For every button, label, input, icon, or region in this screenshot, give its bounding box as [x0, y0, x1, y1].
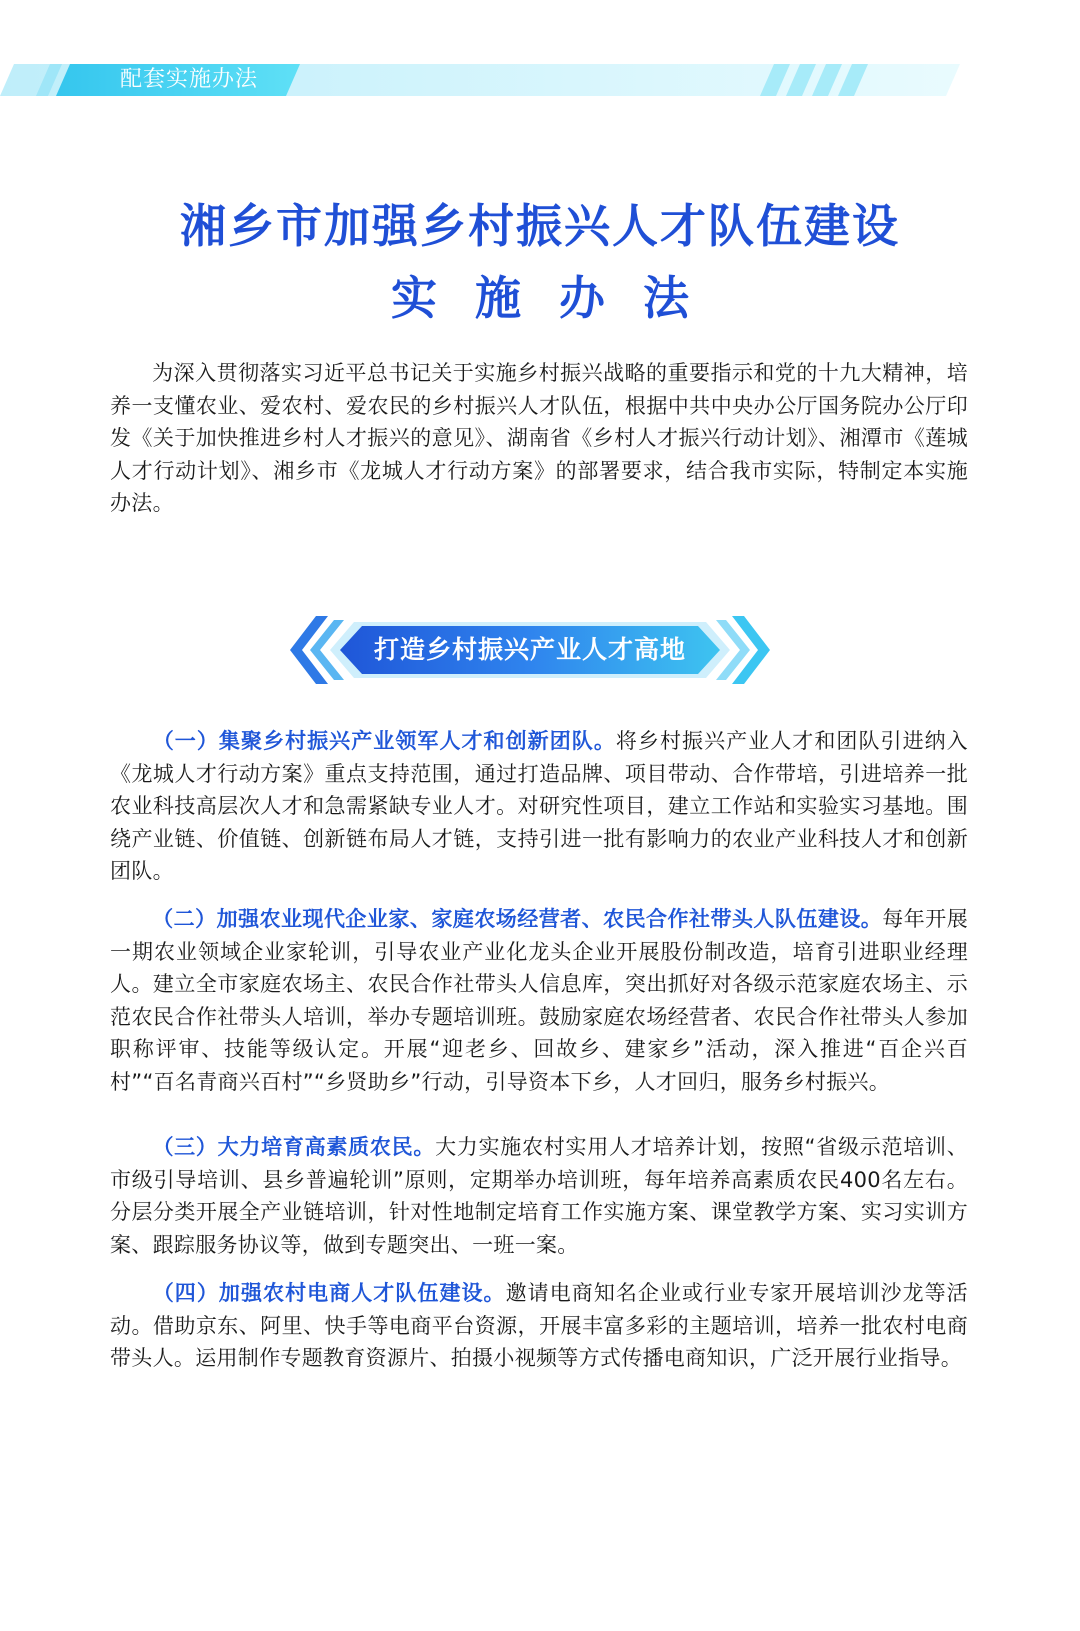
item-heading: （四）加强农村电商人才队伍建设。: [152, 1281, 506, 1305]
page-subtitle: 实施办法: [391, 271, 727, 325]
section-title: 打造乡村振兴产业人才高地: [373, 635, 686, 664]
item-paragraph: [110, 1131, 968, 1261]
intro-text: 为深入贯彻落实习近平总书记关于实施乡村振兴战略的重要指示和党的十九大精神，培养一支懂农业、爱农村、爱农民的乡村振兴人才队伍，根据中共中央办公厅国务院办公厅印发《关于加快推进乡村人才振兴的意见》、湖南省《乡村人才振兴行动计划》、湘潭市《莲城人才行动计划》、湘乡市《龙城人才行动方案》的部署要求，结合我市实际，特制定本实施办法。: [110, 361, 968, 515]
item-heading: （三）大力培育高素质农民。: [152, 1135, 436, 1159]
page-title: 湘乡市加强乡村振兴人才队伍建设: [180, 199, 900, 253]
header-label: 配套实施办法: [120, 67, 259, 92]
item-heading: （二）加强农业现代企业家、家庭农场经营者、农民合作社带头人队伍建设。: [152, 907, 883, 931]
item-body: 大力实施农村实用人才培养计划，按照“省级示范培训、市级引导培训、县乡普遍轮训”原则，定期举办培训班，每年培养高素质农民400名左右。分层分类开展全产业链培训，针对性地制定培育工作实施方案、课堂教学方案、实习实训方案、跟踪服务协议等，做到专题突出、一班一案。: [110, 1135, 968, 1257]
item-body: 将乡村振兴产业人才和团队引进纳入《龙城人才行动方案》重点支持范围，通过打造品牌、项目带动、合作带培，引进培养一批农业科技高层次人才和急需紧缺专业人才。对研究性项目，建立工作站和实验实习基地。围绕产业链、价值链、创新链布局人才链，支持引进一批有影响力的农业产业科技人才和创新团队。: [110, 729, 968, 883]
item-paragraph: [110, 725, 968, 888]
item-paragraph: [110, 903, 968, 1098]
item-paragraph: [110, 1277, 968, 1375]
item-heading: （一）集聚乡村振兴产业领军人才和创新团队。: [152, 729, 616, 753]
intro-paragraph: [110, 357, 968, 520]
item-body: 每年开展一期农业领域企业家轮训，引导农业产业化龙头企业开展股份制改造，培育引进职业经理人。建立全市家庭农场主、农民合作社带头人信息库，突出抓好对各级示范家庭农场主、示范农民合作社带头人培训，举办专题培训班。鼓励家庭农场经营者、农民合作社带头人参加职称评审、技能等级认定。开展“迎老乡、回故乡、建家乡”活动，深入推进“百企兴百村”“百名青商兴百村”“乡贤助乡”行动，引导资本下乡，人才回归，服务乡村振兴。: [110, 907, 969, 1094]
item-body: 邀请电商知名企业或行业专家开展培训沙龙等活动。借助京东、阿里、快手等电商平台资源，开展丰富多彩的主题培训，培养一批农村电商带头人。运用制作专题教育资源片、拍摄小视频等方式传播电商知识，广泛开展行业指导。: [110, 1281, 968, 1370]
